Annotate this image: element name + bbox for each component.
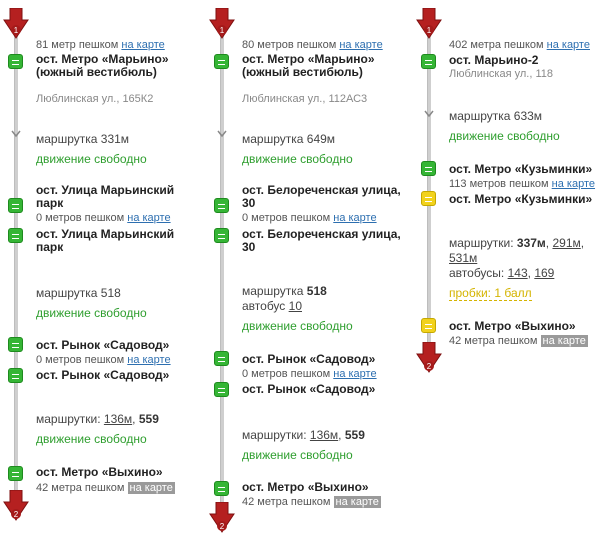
walk-distance: 0 метров пешком на карте	[36, 212, 171, 224]
bus-stop-icon[interactable]	[214, 481, 229, 496]
map-link[interactable]: на карте	[129, 482, 173, 494]
bus-stop-icon[interactable]	[421, 318, 436, 333]
map-link[interactable]: на карте	[546, 39, 590, 51]
map-link[interactable]: на карте	[333, 368, 377, 380]
bus-stop-icon[interactable]	[8, 337, 23, 352]
map-link[interactable]: на карте	[127, 354, 171, 366]
stop-name: ост. Метро «Марьино» (южный вестибюль)	[36, 52, 169, 79]
stop-name: ост. Метро «Выхино»	[449, 319, 576, 333]
walk-distance: 81 метр пешком на карте	[36, 39, 165, 51]
map-link[interactable]: на карте	[339, 39, 383, 51]
walk-distance: 113 метров пешком на карте	[449, 178, 596, 190]
route-link[interactable]: 10	[288, 299, 302, 313]
route-number: 559	[344, 428, 365, 442]
end-arrow-icon[interactable]	[416, 342, 442, 376]
walk-distance: 42 метра пешком на карте	[36, 482, 173, 494]
traffic-status: движение свободно	[242, 319, 353, 333]
transport-route: маршрутка 649м	[242, 132, 336, 146]
traffic-status: движение свободно	[449, 129, 560, 143]
walk-distance: 402 метра пешком на карте	[449, 39, 590, 51]
bus-stop-icon[interactable]	[421, 191, 436, 206]
stop-name: ост. Метро «Выхино»	[36, 465, 163, 479]
map-link[interactable]: на карте	[542, 335, 586, 347]
bus-stop-icon[interactable]	[214, 54, 229, 69]
bus-stop-icon[interactable]	[421, 54, 436, 69]
bus-stop-icon[interactable]	[8, 368, 23, 383]
transport-route: маршрутка 633м	[449, 109, 543, 123]
walk-distance: 42 метра пешком на карте	[242, 496, 379, 508]
bus-stop-icon[interactable]	[8, 228, 23, 243]
svg-text:1: 1	[219, 26, 225, 35]
bus-stop-icon[interactable]	[421, 161, 436, 176]
stop-name: ост. Белореченская улица, 30	[242, 227, 401, 254]
traffic-status: движение свободно	[242, 448, 353, 462]
stop-name: ост. Рынок «Садовод»	[36, 338, 170, 352]
route-link[interactable]: 291м	[552, 236, 581, 250]
stop-name: ост. Рынок «Садовод»	[36, 368, 170, 382]
stop-address: Люблинская ул., 165К2	[36, 93, 154, 105]
route-line	[220, 32, 224, 512]
map-link[interactable]: на карте	[335, 496, 379, 508]
route-line	[14, 32, 18, 502]
svg-text:1: 1	[426, 26, 432, 35]
walk-distance: 0 метров пешком на карте	[36, 354, 171, 366]
svg-text:2: 2	[426, 362, 432, 371]
route-option-3	[415, 0, 600, 536]
stop-name: ост. Рынок «Садовод»	[242, 352, 376, 366]
svg-text:2: 2	[219, 522, 225, 531]
stop-address: Люблинская ул., 112АС3	[242, 93, 368, 105]
stop-address: Люблинская ул., 118	[449, 68, 553, 80]
traffic-status: движение свободно	[242, 152, 353, 166]
route-number: 518	[306, 284, 327, 298]
bus-stop-icon[interactable]	[214, 382, 229, 397]
bus-route: автобус 10	[242, 299, 302, 313]
start-arrow-icon[interactable]	[416, 8, 442, 40]
transport-route: маршрутки: 337м, 291м,	[449, 236, 585, 250]
route-option-1	[0, 0, 196, 536]
bus-stop-icon[interactable]	[8, 54, 23, 69]
transport-route: маршрутка 331м	[36, 132, 130, 146]
map-link[interactable]: на карте	[333, 212, 377, 224]
route-number: 559	[138, 412, 159, 426]
bus-stop-icon[interactable]	[8, 198, 23, 213]
stop-name: ост. Метро «Марьино» (южный вестибюль)	[242, 52, 375, 79]
start-arrow-icon[interactable]	[3, 8, 29, 40]
end-arrow-icon[interactable]	[209, 502, 235, 536]
traffic-status: движение свободно	[36, 432, 147, 446]
route-link[interactable]: 136м	[103, 412, 133, 426]
start-arrow-icon[interactable]	[209, 8, 235, 40]
direction-arrow-icon	[424, 110, 434, 118]
transport-route-cont	[449, 252, 477, 265]
direction-arrow-icon	[11, 130, 21, 138]
traffic-status: движение свободно	[36, 306, 147, 320]
stop-name: ост. Рынок «Садовод»	[242, 382, 376, 396]
transport-route: маршрутка 518	[242, 284, 327, 298]
bus-stop-icon[interactable]	[214, 228, 229, 243]
traffic-status: движение свободно	[36, 152, 147, 166]
map-link[interactable]: на карте	[127, 212, 171, 224]
transport-route: маршрутка 518	[36, 286, 121, 300]
route-link[interactable]: 169	[534, 266, 555, 280]
bus-stop-icon[interactable]	[214, 198, 229, 213]
bus-stop-icon[interactable]	[214, 351, 229, 366]
walk-distance: 42 метра пешком на карте	[449, 335, 586, 347]
map-link[interactable]: на карте	[551, 178, 596, 190]
route-number: 337м	[516, 236, 546, 250]
map-link[interactable]: на карте	[121, 39, 165, 51]
route-line	[427, 32, 431, 342]
svg-text:1: 1	[13, 26, 19, 35]
walk-distance: 0 метров пешком на карте	[242, 212, 377, 224]
transport-route: маршрутки: 136м, 559	[242, 428, 365, 442]
stop-name: ост. Марьино-2	[449, 53, 539, 67]
stop-name: ост. Метро «Выхино»	[242, 480, 369, 494]
stop-name: ост. Метро «Кузьминки»	[449, 162, 593, 176]
walk-distance: 0 метров пешком на карте	[242, 368, 377, 380]
stop-name: ост. Улица Марьинский парк	[36, 183, 175, 210]
stop-name: ост. Улица Марьинский парк	[36, 227, 175, 254]
stop-name: ост. Белореченская улица, 30	[242, 183, 401, 210]
walk-distance: 80 метров пешком на карте	[242, 39, 383, 51]
traffic-status[interactable]: пробки: 1 балл	[449, 286, 532, 300]
bus-route: автобусы: 143, 169	[449, 266, 555, 280]
route-link[interactable]: 136м	[309, 428, 339, 442]
route-link[interactable]: 143	[507, 266, 528, 280]
end-arrow-icon[interactable]	[3, 490, 29, 524]
stop-name: ост. Метро «Кузьминки»	[449, 192, 593, 206]
transport-route: маршрутки: 136м, 559	[36, 412, 159, 426]
route-link[interactable]: 531м	[449, 251, 478, 265]
direction-arrow-icon	[217, 130, 227, 138]
svg-text:2: 2	[13, 510, 19, 519]
route-option-2	[205, 0, 401, 536]
bus-stop-icon[interactable]	[8, 466, 23, 481]
